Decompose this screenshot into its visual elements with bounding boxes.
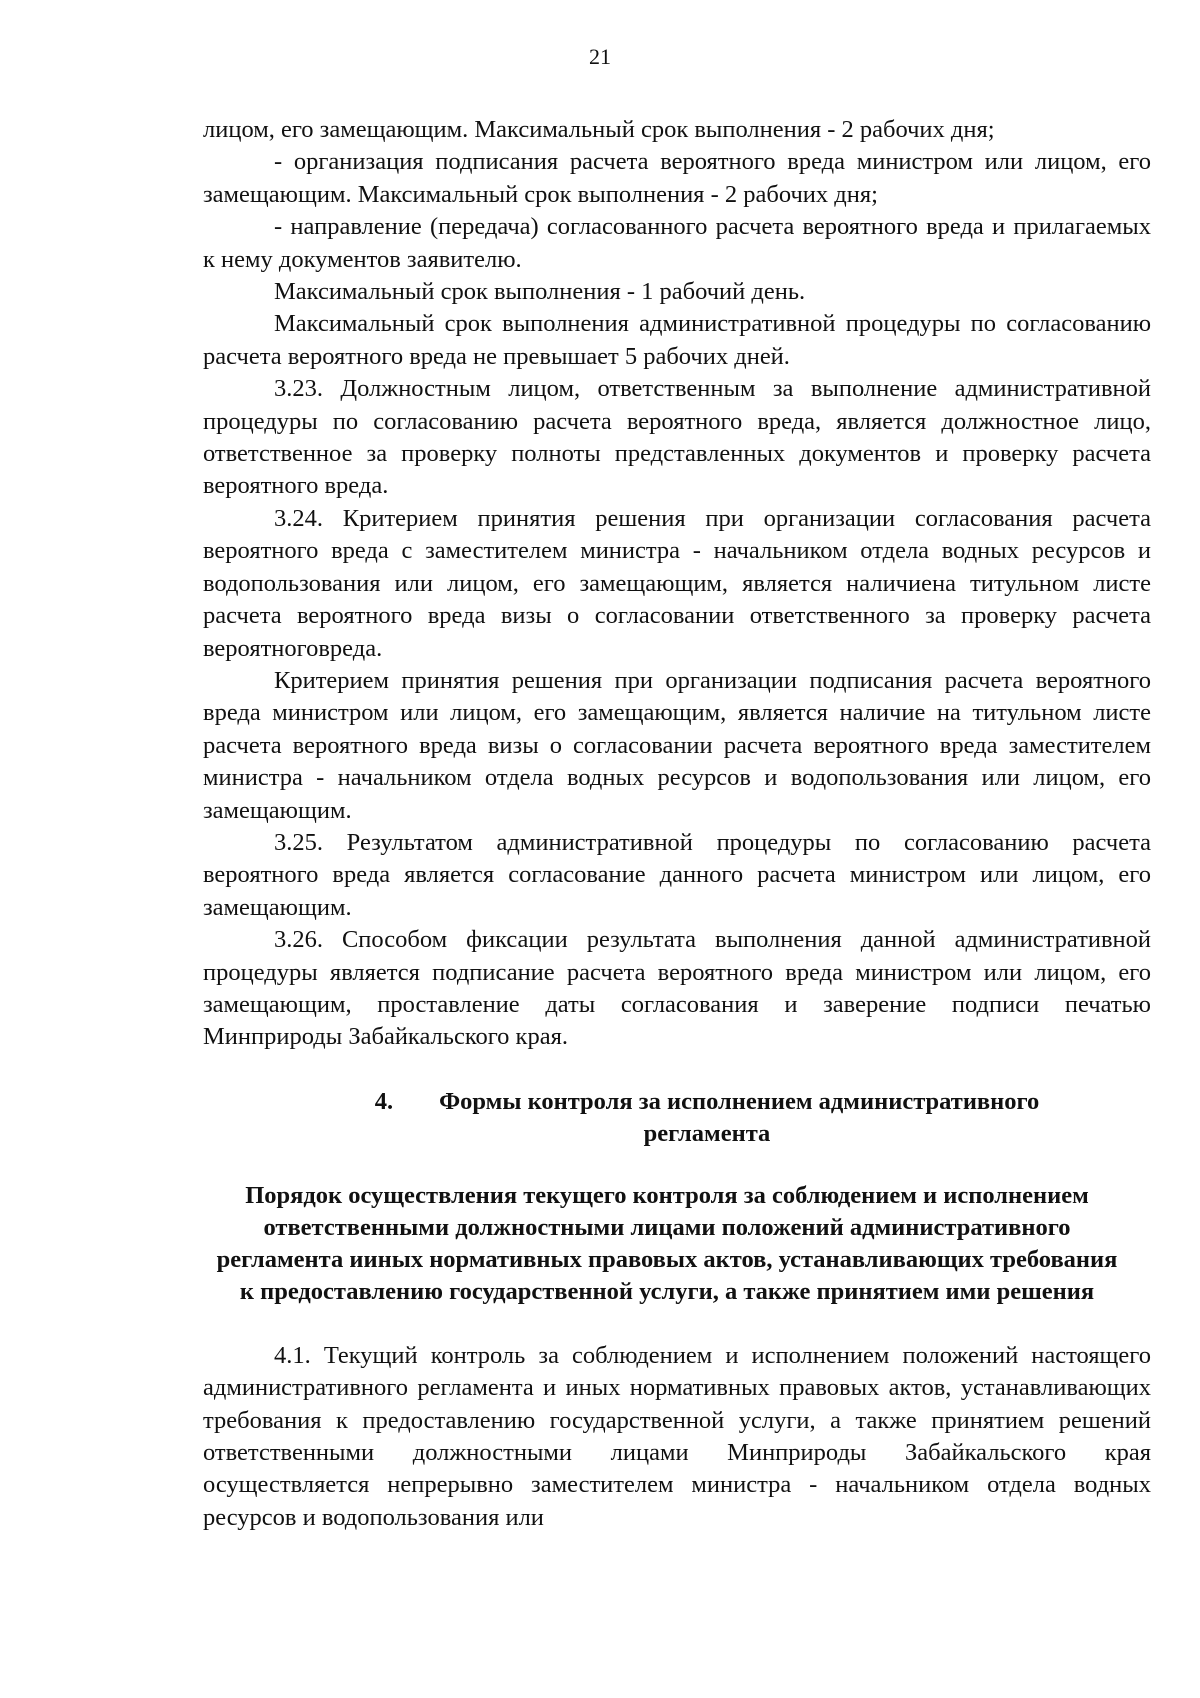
document-body — [203, 114, 1151, 1534]
paragraph: - направление (передача) согласованного расчета вероятного вреда и прилагаемых к нему документов заявителю. — [203, 213, 1151, 273]
paragraph: 3.23. Должностным лицом, ответственным за выполнение административной процедуры по согласованию расчета вероятного вреда, является должностное лицо, ответственное за проверку полноты представленных документов и проверку расчета вероятного вреда. — [203, 375, 1151, 500]
paragraph: 4.1. Текущий контроль за соблюдением и исполнением положений настоящего административного регламента и иных нормативных правовых актов, устанавливающих требования к предоставлению государственной услуги, а также принятием решений ответственными должностными лицами Минприроды Забайкальского края осуществляется непрерывно заместителем министра - начальником отдела водных ресурсов и водопользования или — [203, 1341, 1151, 1531]
section-title: Формы контроля за исполнением административного регламента — [439, 1087, 1040, 1147]
section-number: 4. — [374, 1087, 394, 1115]
subsection-heading: Порядок осуществления текущего контроля за соблюдением и исполнением ответственными должностными лицами положений административного регламента ииных нормативных правовых актов, устанавливающих требования к предоставлению государственной услуги, а также принятием ими решения — [216, 1181, 1118, 1305]
paragraph: Максимальный срок выполнения - 1 рабочий день. — [274, 278, 806, 306]
paragraph: - организация подписания расчета вероятного вреда министром или лицом, его замещающим. Максимальный срок выполнения - 2 рабочих дня; — [203, 148, 1151, 208]
page-number: 21 — [589, 44, 611, 69]
paragraph: лицом, его замещающим. Максимальный срок выполнения - 2 рабочих дня; — [203, 116, 995, 143]
paragraph: Критерием принятия решения при организации подписания расчета вероятного вреда министром или лицом, его замещающим, является наличие на титульном листе расчета вероятного вреда визы о согласовании расчета вероятного вреда заместителем министра - начальником отдела водных ресурсов и водопользования или лицом, его замещающим. — [203, 666, 1151, 824]
paragraph: 3.25. Результатом административной процедуры по согласованию расчета вероятного вреда является согласование данного расчета министром или лицом, его замещающим. — [203, 828, 1151, 921]
paragraph: Максимальный срок выполнения административной процедуры по согласованию расчета вероятного вреда не превышает 5 рабочих дней. — [203, 310, 1151, 370]
paragraph: 3.24. Критерием принятия решения при организации согласования расчета вероятного вреда с заместителем министра - начальником отдела водных ресурсов и водопользования или лицом, его замещающим, является наличиена титульном листе расчета вероятного вреда визы о согласовании ответственного за проверку расчета вероятноговреда. — [203, 504, 1151, 662]
section-heading — [203, 1086, 1151, 1150]
paragraph: 3.26. Способом фиксации результата выполнения данной административной процедуры является подписание расчета вероятного вреда министром или лицом, его замещающим, проставление даты согласования и заверение подписи печатью Минприроды Забайкальского края. — [203, 926, 1151, 1051]
